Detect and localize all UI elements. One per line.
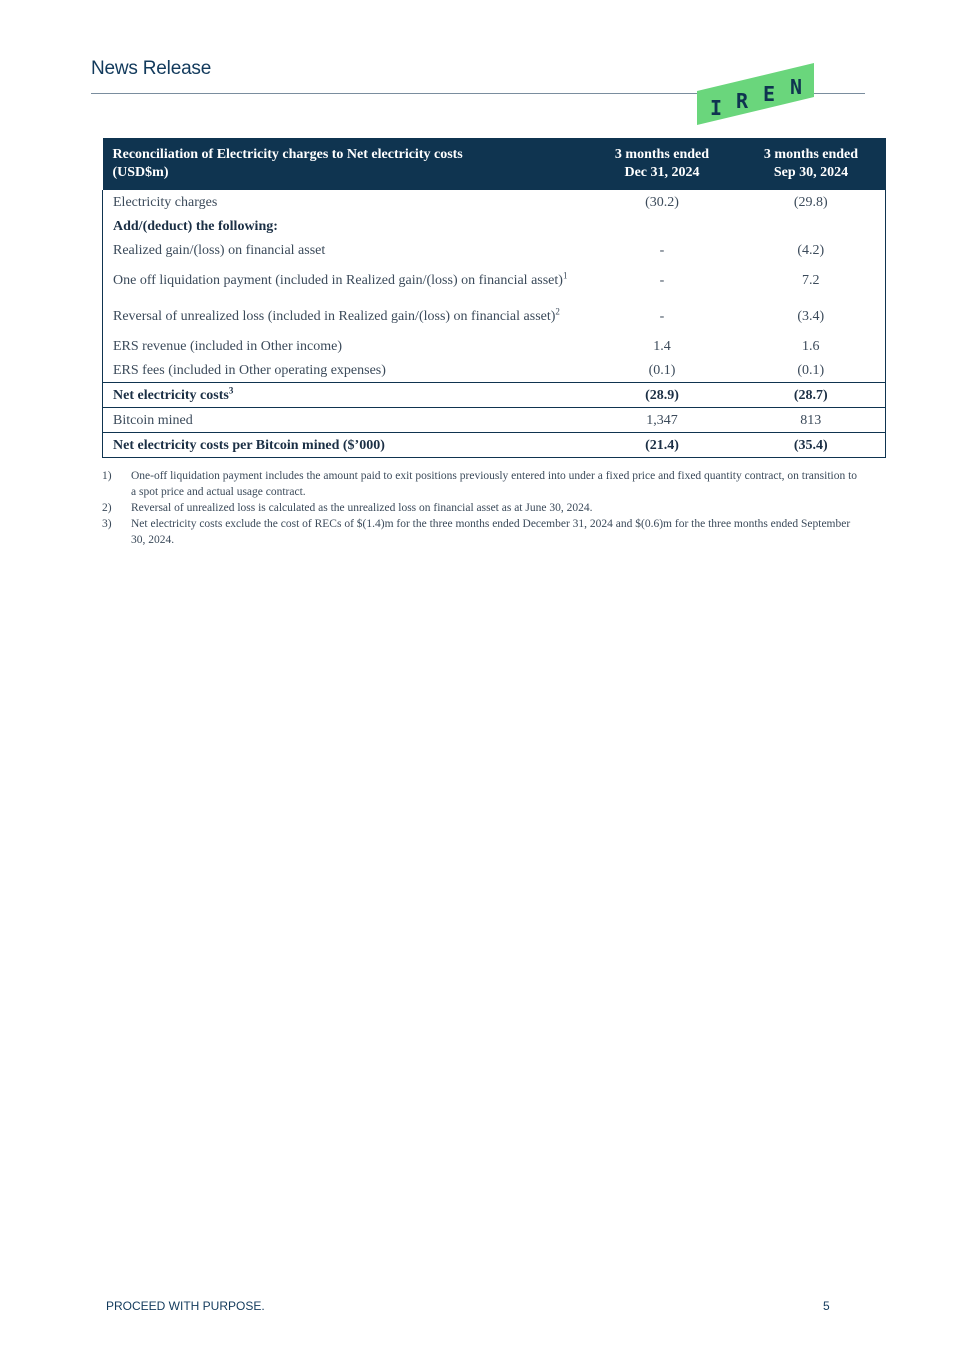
row-label: Reversal of unrealized loss (included in Realized gain/(loss) on financial asset)$^2$ <box>103 298 588 334</box>
row-value-sep: 813 <box>737 408 886 433</box>
row-label: ERS fees (included in Other operating expenses) <box>103 358 588 383</box>
footnote-ref: 3 <box>228 384 234 395</box>
table-total-row <box>103 433 886 458</box>
header-col1-line2: Dec 31, 2024 <box>624 165 700 180</box>
reconciliation-table <box>102 138 886 458</box>
footnote-text: One-off liquidation payment includes the amount paid to exit positions previously entered into under a fixed price and fixed quantity contract, on transition to a spot price and actual usage contract. <box>131 470 858 498</box>
footer-tagline: PROCEED WITH PURPOSE. <box>106 1299 265 1313</box>
row-value-dec: (0.1) <box>648 362 676 378</box>
table-subheading-row <box>103 214 886 238</box>
footnote-text: Reversal of unrealized loss is calculated as the unrealized loss on financial asset as at June 30, 2024. <box>131 502 593 514</box>
logo-letter-n: N <box>790 75 803 99</box>
footnote-number: 3) <box>102 518 112 530</box>
page-number: 5 <box>823 1299 830 1313</box>
footnote-ref: 2 <box>555 305 560 316</box>
row-label: Net electricity costs$^3$ <box>103 383 588 408</box>
row-label: Bitcoin mined <box>103 408 588 433</box>
row-value-dec: - <box>659 272 665 288</box>
footnote-number: 2) <box>102 502 112 514</box>
footnote-text: Net electricity costs exclude the cost of RECs of $(1.4)m for the three months ended December 31, 2024 and $(0.6)m for the three months ended September 30, 2024. <box>131 518 851 546</box>
table-row <box>103 408 886 433</box>
row-value-sep: (35.4) <box>737 433 886 458</box>
header-col2-line1: 3 months ended <box>763 147 859 162</box>
iren-logo <box>697 63 814 125</box>
row-value-sep: (28.7) <box>737 383 886 408</box>
table-header-col2 <box>737 138 886 190</box>
row-value-sep: (29.8) <box>737 190 886 214</box>
logo-letter-r: R <box>736 89 749 113</box>
header-col2-line2: Sep 30, 2024 <box>773 165 849 180</box>
row-value-dec: (28.9) <box>588 383 737 408</box>
footnote-item <box>102 516 862 548</box>
footnote-item <box>102 500 862 516</box>
header-label-line1: Reconciliation of Electricity charges to Net electricity costs <box>112 147 463 162</box>
row-label: Add/(deduct) the following: <box>103 214 588 238</box>
row-label: Electricity charges <box>103 190 588 214</box>
row-value-sep: 1.6 <box>737 334 886 358</box>
row-value-sep: (0.1) <box>737 358 886 383</box>
table-header-label <box>103 138 588 190</box>
footnote-ref: 1 <box>562 269 568 280</box>
header-col1-line1: 3 months ended <box>614 147 710 162</box>
table-total-row <box>103 383 886 408</box>
row-value-sep: 7.2 <box>737 262 886 298</box>
row-label: One off liquidation payment (included in Realized gain/(loss) on financial asset)$^1$ <box>103 262 588 298</box>
row-value-dec: 1.4 <box>653 338 671 354</box>
row-value-dec: (21.4) <box>588 433 737 458</box>
footnotes <box>102 468 862 548</box>
row-label: Realized gain/(loss) on financial asset <box>103 238 588 262</box>
row-value-dec: 1,347 <box>588 408 737 433</box>
table-row <box>103 190 886 214</box>
page-header-title: News Release <box>91 58 212 79</box>
row-value-dec: - <box>659 308 665 324</box>
header-label-line2: (USD$m) <box>112 165 169 180</box>
logo-letter-i: I <box>710 96 723 120</box>
table-row <box>103 358 886 383</box>
row-value-sep: (3.4) <box>737 298 886 334</box>
table-header-row <box>103 138 886 190</box>
footnote-item <box>102 468 862 500</box>
row-value-sep: (4.2) <box>737 238 886 262</box>
row-value-dec: - <box>659 242 665 258</box>
row-label: Net electricity costs per Bitcoin mined ($’000) <box>103 433 588 458</box>
table-row <box>103 238 886 262</box>
footnote-number: 1) <box>102 470 112 482</box>
table-header-col1 <box>588 138 737 190</box>
table-row <box>103 334 886 358</box>
row-value-dec: (30.2) <box>645 194 679 210</box>
table-row <box>103 262 886 298</box>
row-label: ERS revenue (included in Other income) <box>103 334 588 358</box>
table-row <box>103 298 886 334</box>
logo-letter-e: E <box>763 82 776 106</box>
